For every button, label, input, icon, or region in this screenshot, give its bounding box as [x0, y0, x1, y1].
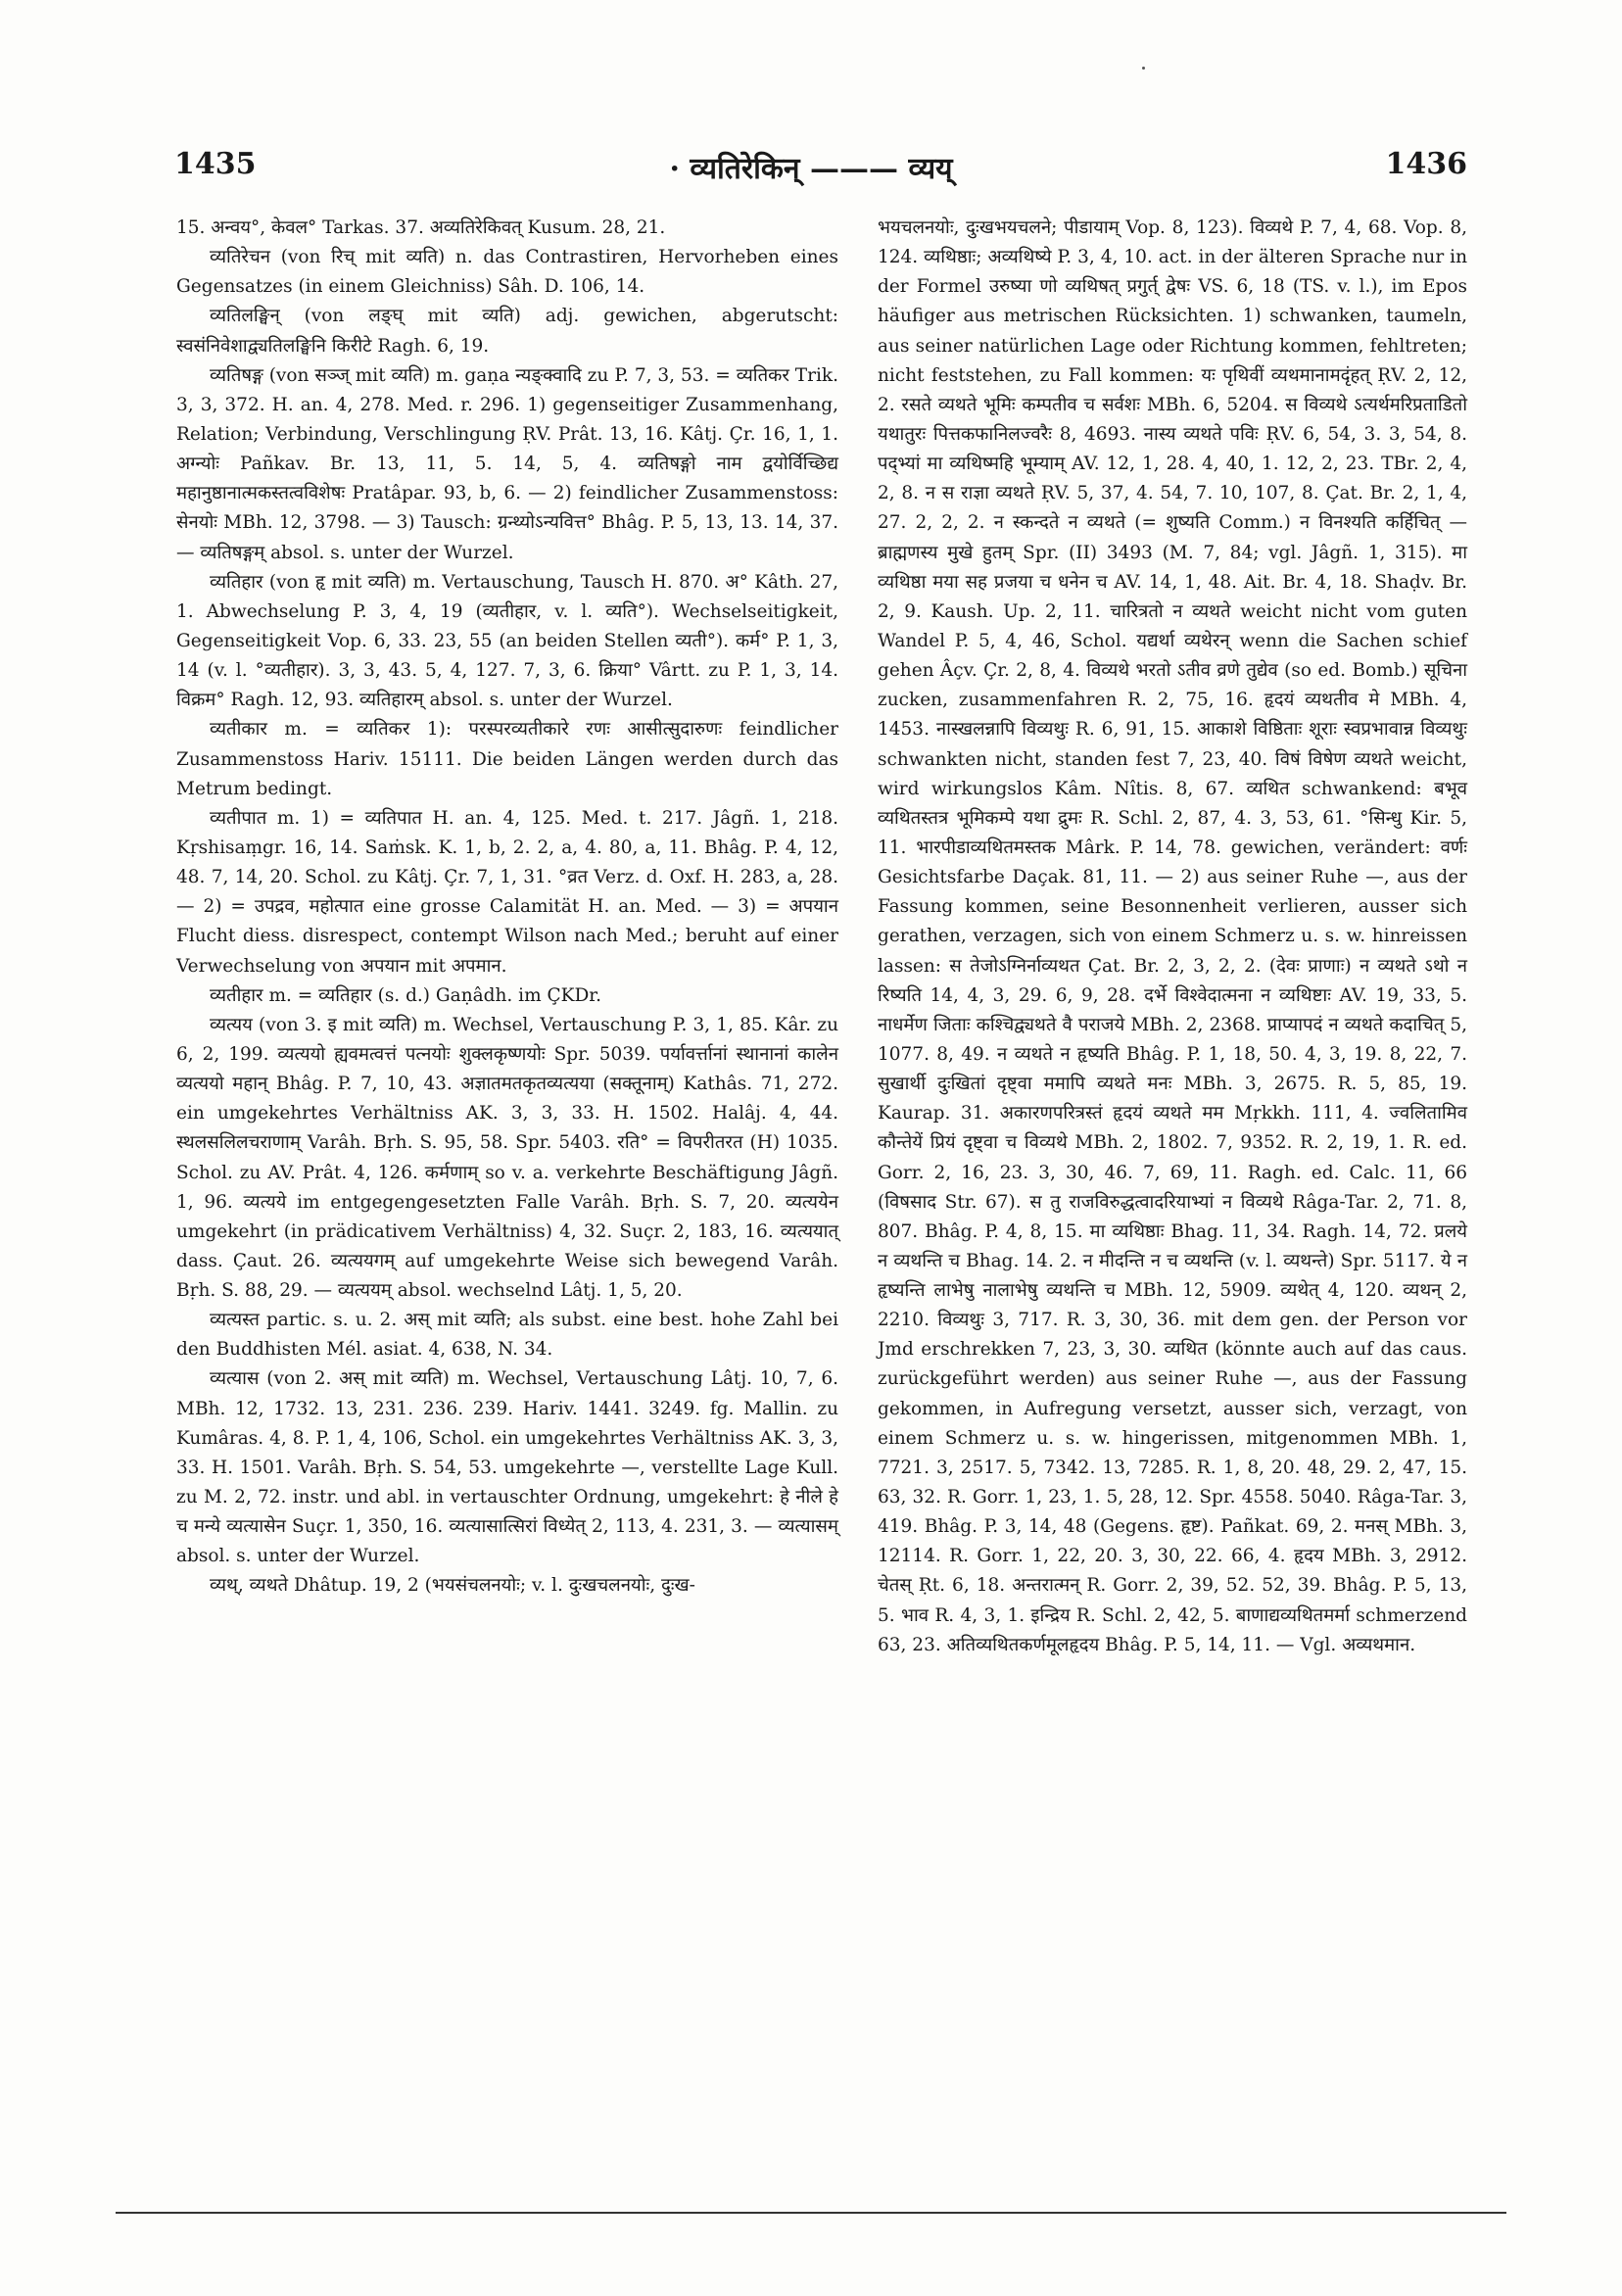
entry-paragraph: व्यतिलङ्घिन् (von लङ्घ् mit व्यति) adj. gewichen, abgerutscht: स्वसंनिवेशाद्व्यतिलङ्घिनि किरीटे Ragh. 6, 19. — [176, 306, 838, 357]
page-number-left: 1435 — [174, 147, 257, 181]
entry-paragraph: 15. अन्वय°, केवल° Tarkas. 37. अव्यतिरेकिवत् Kusum. 28, 21. — [176, 217, 666, 238]
entry-paragraph: व्यतिषङ्ग (von सञ्ज् mit व्यति) m. gaṇa न्यङ्क्वादि zu P. 7, 3, 53. = व्यतिकर Trik. 3, 3, 372. H. an. 4, 278. Med. r. 296. 1) gegenseitiger Zusammenhang, Relation; Verbindung, Verschlingung ṚV. Prât. 13, 16. Kâtj. Çr. 16, 1, 1. अग्न्योः Pañkav. Br. 13, 11, 5. 14, 5, 4. व्यतिषङ्गो नाम द्वयोर्विच्छिद्य महानुष्ठानात्मकस्तत्वविशेषः Pratâpar. 93, b, 6. — 2) feindlicher Zusammenstoss: सेनयोः MBh. 12, 3798. — 3) Tausch: ग्रन्थ्योऽन्यवित्त° Bhâg. P. 5, 13, 13. 14, 37. — व्यतिषङ्गम् absol. s. unter der Wurzel. — [176, 364, 838, 563]
entry-paragraph: व्यतीहार m. = व्यतिहार (s. d.) Gaṇâdh. im ÇKDr. — [210, 984, 602, 1006]
entry-paragraph: व्यतीपात m. 1) = व्यतिपात H. an. 4, 125. Med. t. 217. Jâgñ. 1, 218. Kṛshisaṃgr. 16, 14. Saṁsk. K. 1, b, 2. 2, a, 4. 80, a, 11. Bhâg. P. 4, 12, 48. 7, 14, 20. Schol. zu Kâtj. Çr. 7, 1, 31. °व्रत Verz. d. Oxf. H. 283, a, 28. — 2) = उपद्रव, महोत्पात eine grosse Calamität H. an. Med. — 3) = अपयान Flucht diess. disrespect, contempt Wilson nach Med.; beruht auf einer Verwechselung von अपयान mit अपमान. — [176, 807, 838, 977]
page-number-right: 1436 — [1385, 147, 1467, 181]
footer-rule — [116, 2212, 1506, 2214]
page-header — [0, 147, 1622, 190]
entry-paragraph: व्यत्यास (von 2. अस् mit व्यति) m. Wechsel, Vertauschung Lâtj. 10, 7, 6. MBh. 12, 1732. 13, 231. 236. 239. Hariv. 1441. 3249. fg. Mallin. zu Kumâras. 4, 8. P. 1, 4, 106, Schol. ein umgekehrtes Verhältniss AK. 3, 3, 33. H. 1501. Varâh. Bṛh. S. 54, 53. umgekehrte —, verstellte Lage Kull. zu M. 2, 72. instr. und abl. in vertauschter Ordnung, umgekehrt: हे नीले हे च मन्ये व्यत्यासेन Suçr. 1, 350, 16. व्यत्यासात्सिरां विध्येत् 2, 113, 4. 231, 3. — व्यत्यासम् absol. s. unter der Wurzel. — [176, 1368, 838, 1567]
entry-paragraph: व्यतीकार m. = व्यतिकर 1): परस्परव्यतीकारे रणः आसीत्सुदारुणः feindlicher Zusammenstoss Hariv. 15111. Die beiden Längen werden durch das Metrum bedingt. — [176, 719, 838, 799]
entry-paragraph: व्यत्यस्त partic. s. u. 2. अस् mit व्यति; als subst. eine best. hohe Zahl bei den Buddhisten Mél. asiat. 4, 638, N. 34. — [176, 1310, 838, 1361]
entry-paragraph: भयचलनयोः, दुःखभयचलने; पीडायाम् Vop. 8, 123). विव्यथे P. 7, 4, 68. Vop. 8, 124. व्यथिष्ठाः; अव्यथिष्ये P. 3, 4, 10. act. in der älteren Sprache nur in der Formel उरुष्या णो व्यथिषत् प्रगुर्त् द्वेषः VS. 6, 18 (TS. v. l.), im Epos häufiger aus metrischen Rücksichten. 1) schwanken, taumeln, aus seiner natürlichen Lage oder Richtung kommen, fehltreten; nicht feststehen, zu Fall kommen: यः पृथिवीं व्यथमानामदृंहत् ṚV. 2, 12, 2. रसते व्यथते भूमिः कम्पतीव च सर्वशः MBh. 6, 5204. स विव्यथे ऽत्यर्थमरिप्रताडितो यथातुरः पित्तकफानिलज्वरैः 8, 4693. नास्य व्यथते पविः ṚV. 6, 54, 3. 3, 54, 8. पद्भ्यां मा व्यथिष्महि भूम्याम् AV. 12, 1, 28. 4, 40, 1. 12, 2, 23. TBr. 2, 4, 2, 8. न स राज्ञा व्यथते ṚV. 5, 37, 4. 54, 7. 10, 107, 8. Çat. Br. 2, 1, 4, 27. 2, 2, 2. न स्कन्दते न व्यथते (= शुष्यति Comm.) न विनश्यति कर्हिचित् — ब्राह्मणस्य मुखे हुतम् Spr. (II) 3493 (M. 7, 84; vgl. Jâgñ. 1, 315). मा व्यथिष्ठा मया सह प्रजया च धनेन च AV. 14, 1, 48. Ait. Br. 4, 18. Shaḍv. Br. 2, 9. Kaush. Up. 2, 11. चारित्रतो न व्यथते weicht nicht vom guten Wandel P. 5, 4, 46, Schol. यद्यर्था व्यथेरन् wenn die Sachen schief gehen Âçv. Çr. 2, 8, 4. विव्यथे भरतो ऽतीव व्रणे तुद्येव (so ed. Bomb.) सूचिना zucken, zusammenfahren R. 2, 75, 16. हृदयं व्यथतीव मे MBh. 4, 1453. नास्खलन्नापि विव्यथुः R. 6, 91, 15. आकाशे विष्ठिताः शूराः स्वप्रभावान्न विव्यथुः schwankten nicht, standen fest 7, 23, 40. विषं विषेण व्यथते weicht, wird wirkungslos Kâm. Nîtis. 8, 67. व्यथित schwankend: बभूव व्यथितस्तत्र भूमिकम्पे यथा द्रुमः R. Schl. 2, 87, 4. 3, 53, 61. °सिन्धु Kir. 5, 11. भारपीडाव्यथितमस्तक Mârk. P. 14, 78. gewichen, verändert: वर्णः Gesichtsfarbe Daçak. 81, 11. — 2) aus seiner Ruhe —, aus der Fassung kommen, seine Besonnenheit verlieren, ausser sich gerathen, verzagen, sich von einem Schmerz u. s. w. hinreissen lassen: स तेजोऽग्निर्नाव्यथत Çat. Br. 2, 3, 2, 2. (देवः प्राणाः) न व्यथते ऽथो न रिष्यति 14, 4, 3, 29. 6, 9, 28. दर्भे विश्वेदात्मना न व्यथिष्टाः AV. 19, 33, 5. नाधर्मेण जिताः कश्चिद्व्यथते वै पराजये MBh. 2, 2368. प्राप्यापदं न व्यथते कदाचित् 5, 1077. 8, 49. न व्यथते न हृष्यति Bhâg. P. 1, 18, 50. 4, 3, 19. 8, 22, 7. सुखार्थी दुःखितां दृष्ट्वा ममापि व्यथते मनः MBh. 3, 2675. R. 5, 85, 19. Kaurap. 31. अकारणपरित्रस्तं हृदयं व्यथते मम Mṛkkh. 111, 4. ज्वलितामिव कौन्तेयें प्रियं दृष्ट्वा च विव्यथे MBh. 2, 1802. 7, 9352. R. 2, 19, 1. R. ed. Gorr. 2, 16, 23. 3, 30, 46. 7, 69, 11. Ragh. ed. Calc. 11, 66 (विषसाद Str. 67). स तु राजविरुद्धत्वादरियाभ्यां न विव्यथे Râga-Tar. 2, 71. 8, 807. Bhâg. P. 4, 8, 15. मा व्यथिष्ठाः Bhag. 11, 34. Ragh. 14, 72. प्रलये न व्यथन्ति च Bhag. 14. 2. न मीदन्ति न च व्यथन्ति (v. l. व्यथन्ते) Spr. 5117. ये न हृष्यन्ति लाभेषु नालाभेषु व्यथन्ति च MBh. 12, 5909. व्यथेत् 4, 120. व्यथन् 2, 2210. विव्यथुः 3, 717. R. 3, 30, 36. mit dem gen. der Person vor Jmd erschrekken 7, 23, 3, 30. व्यथित (könnte auch auf das caus. zurückgeführt werden) aus seiner Ruhe —, aus der Fassung gekommen, in Aufregung versetzt, ausser sich, verzagt, von einem Schmerz u. s. w. hingerissen, mitgenommen MBh. 1, 7721. 3, 2517. 5, 7342. 13, 7285. R. 1, 8, 20. 48, 29. 2, 47, 15. 63, 32. R. Gorr. 1, 23, 1. 5, 28, 12. Spr. 4558. 5040. Râga-Tar. 3, 419. Bhâg. P. 3, 14, 48 (Gegens. हृष्ट). Pañkat. 69, 2. मनस् MBh. 3, 12114. R. Gorr. 1, 22, 20. 3, 30, 22. 66, 4. हृदय MBh. 3, 2912. चेतस् Ṛt. 6, 18. अन्तरात्मन् R. Gorr. 2, 39, 52. 52, 39. Bhâg. P. 5, 13, 5. भाव R. 4, 3, 1. इन्द्रिय R. Schl. 2, 42, 5. बाणाद्यव्यथितमर्मा schmerzend 63, 23. अतिव्यथितकर्णमूलहृदय Bhâg. P. 5, 14, 11. — Vgl. अव्यथमान. — [878, 217, 1467, 1655]
left-column — [176, 214, 838, 1602]
entry-paragraph: व्यतिहार (von हृ mit व्यति) m. Vertauschung, Tausch H. 870. अ° Kâth. 27, 1. Abwechselung P. 3, 4, 19 (व्यतीहार, v. l. व्यति°). Wechselseitigkeit, Gegenseitigkeit Vop. 6, 33. 23, 55 (an beiden Stellen व्यती°). कर्म° P. 1, 3, 14 (v. l. °व्यतीहार). 3, 3, 43. 5, 4, 127. 7, 3, 6. क्रिया° Vârtt. zu P. 1, 3, 14. विक्रम° Ragh. 12, 93. व्यतिहारम् absol. s. unter der Wurzel. — [176, 571, 838, 711]
entry-paragraph: व्यथ्, व्यथते Dhâtup. 19, 2 (भयसंचलनयोः; v. l. दुःखचलनयोः, दुःख- — [210, 1575, 695, 1597]
running-title: · व्यतिरेकिन् ——— व्यय् — [669, 152, 953, 186]
right-column — [878, 214, 1467, 1660]
speck-mark — [1142, 67, 1145, 70]
entry-paragraph: व्यत्यय (von 3. इ mit व्यति) m. Wechsel, Vertauschung P. 3, 1, 85. Kâr. zu 6, 2, 199. व्यत्ययो ह्यवमत्वत्तं पत्नयोः शुक्लकृष्णयोः Spr. 5039. पर्यावर्त्तानां स्थानानां कालेन व्यत्ययो महान् Bhâg. P. 7, 10, 43. अज्ञातमतकृतव्यत्यया (सक्तूनाम्) Kathâs. 71, 272. ein umgekehrtes Verhältniss AK. 3, 3, 33. H. 1502. Halâj. 4, 44. स्थलसलिलचराणाम् Varâh. Bṛh. S. 95, 58. Spr. 5403. रति° = विपरीतरत (H) 1035. Schol. zu AV. Prât. 4, 126. कर्मणाम् so v. a. verkehrte Beschäftigung Jâgñ. 1, 96. व्यत्यये im entgegengesetzten Falle Varâh. Bṛh. S. 7, 20. व्यत्ययेन umgekehrt (in prädicativem Verhältniss) 4, 32. Suçr. 2, 183, 16. व्यत्ययात् dass. Çaut. 26. व्यत्ययगम् auf umgekehrte Weise sich bewegend Varâh. Bṛh. S. 88, 29. — व्यत्ययम् absol. wechselnd Lâtj. 1, 5, 20. — [176, 1014, 838, 1302]
entry-paragraph: व्यतिरेचन (von रिच् mit व्यति) n. das Contrastiren, Hervorheben eines Gegensatzes (in einem Gleichniss) Sâh. D. 106, 14. — [176, 247, 838, 298]
